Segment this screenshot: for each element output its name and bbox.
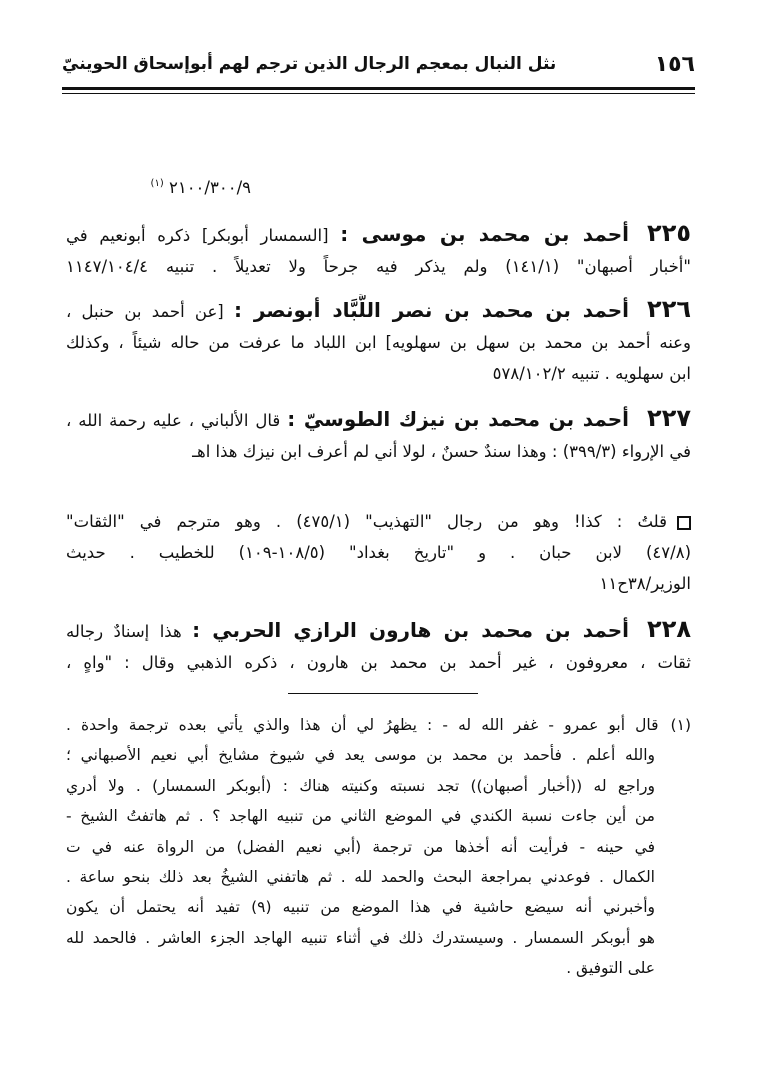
footnote-marker: (١) [670,716,691,734]
entry-number: ٢٢٧ [647,404,691,432]
footnote-text: قال أبو عمرو - غفر الله له - : يظهرُ لي أن هذا والذي يأتي بعده ترجمة واحدة . [66,716,659,734]
entry-line: وعنه أحمد بن محمد بن سهل بن سهلويه] ابن اللباد ما عرفت من حاله شيئاً ، وكذلك [66,333,691,352]
top-reference-text: ٢١٠٠/٣٠٠/٩ [168,178,251,197]
entry-number: ٢٢٦ [647,295,691,323]
entry-text: [السمسار أبوبكر] ذكره أبونعيم في [66,226,329,245]
running-title: نثل النبال بمعجم الرجال الذين ترجم لهم أبوإسحاق الحوينيّ [62,54,557,74]
entry-name: أحمد بن محمد بن موسى : [340,222,630,246]
entry-line [66,294,691,327]
entry-text: قال الألباني ، عليه رحمة الله ، [66,411,281,430]
footnote-line: الكمال . فوعدني بمراجعة البحث والحمد لله . ثم هاتفني الشيخُ بعد ذلك بنحو ساعة . [66,868,655,887]
entry-227 [66,403,691,467]
footnote-line: في حينه - فرأيت أنه أخذها من ترجمة (أبي نعيم الفضل) من الرواة عنه في ت [66,837,655,856]
footnote-line: وراجع له ((أخبار أصبهان)) تجد نسبته وكنيته هناك : (أبوبكر السمسار) . ولا أدري [66,776,655,795]
header-rule-thick [62,87,695,90]
entry-number: ٢٢٥ [647,219,691,247]
entry-228 [66,614,691,678]
footnote-separator [288,693,478,694]
entry-name: أحمد بن محمد بن نصر اللَّبَّاد أبونصر : [233,298,630,322]
entry-name: أحمد بن محمد بن نيزك الطوسيّ : [287,407,630,431]
entry-line [66,218,691,251]
comment-line [66,506,691,537]
entry-line [66,614,691,647]
footnote-line: والله أعلم . فأحمد بن محمد بن موسى يعد في شيوخ مشايخ أبي نعيم الأصبهاني ؛ [66,746,655,765]
comment-block [66,506,691,599]
footnote-line: على التوفيق . [566,959,655,978]
entry-line: ثقات ، معروفون ، غير أحمد بن محمد بن هارون ، ذكره الذهبي وقال : "واهٍ ، [66,653,691,672]
footnote-line: من أين جاءت نسبة الكندي في الموضع الثاني من تنبيه الهاجد ؟ . ثم هاتفتُ الشيخ - [66,807,655,826]
header-rule-thin [62,93,695,94]
top-reference [66,168,691,203]
entry-name: أحمد بن محمد بن هارون الرازي الحربي : [192,618,630,642]
footnote-line: هو أبوبكر السمسار . وسيستدرك ذلك في أثناء تنبيه الهاجد الجزء العاشر . فالحمد لله [66,928,655,947]
footnote [66,710,691,984]
page-number: ١٥٦ [654,51,695,77]
entry-line: "أخبار أصبهان" (١٤١/١) ولم يذكر فيه جرحاً ولا تعديلاً . تنبيه ١١٤٧/١٠٤/٤ [66,257,691,276]
footnote-line [66,710,691,740]
entry-text: هذا إسنادٌ رجاله [66,622,182,641]
comment-line: الوزير/٣٨ح١١ [599,574,691,593]
comment-line: (٤٧/٨) لابن حبان . و "تاريخ بغداد" (١٠٨/٥-١٠٩) للخطيب . حديث [66,543,691,562]
entry-line [66,403,691,436]
entry-225 [66,218,691,282]
footnote-ref: (١) [150,178,164,189]
footnote-line: وأخبرني أنه سيضع حاشية في هذا الموضع من تنبيه (٩) تفيد أنه يحتمل أن يكون [66,898,655,917]
entry-226 [66,294,691,389]
comment-text: قلتُ : كذا! وهو من رجال "التهذيب" (٤٧٥/١) . وهو مترجم في "الثقات" [66,512,667,531]
entry-line: ابن سهلويه . تنبيه ٥٧٨/١٠٢/٢ [492,364,691,383]
page-header [62,46,695,82]
entry-text: [عن أحمد بن حنبل ، [66,302,224,321]
square-bullet-icon [677,516,691,530]
entry-number: ٢٢٨ [647,615,691,643]
entry-line: في الإرواء (٣٩٩/٣) : وهذا سندٌ حسنٌ ، لولا أني لم أعرف ابن نيزك هذا اهـ [192,442,691,461]
